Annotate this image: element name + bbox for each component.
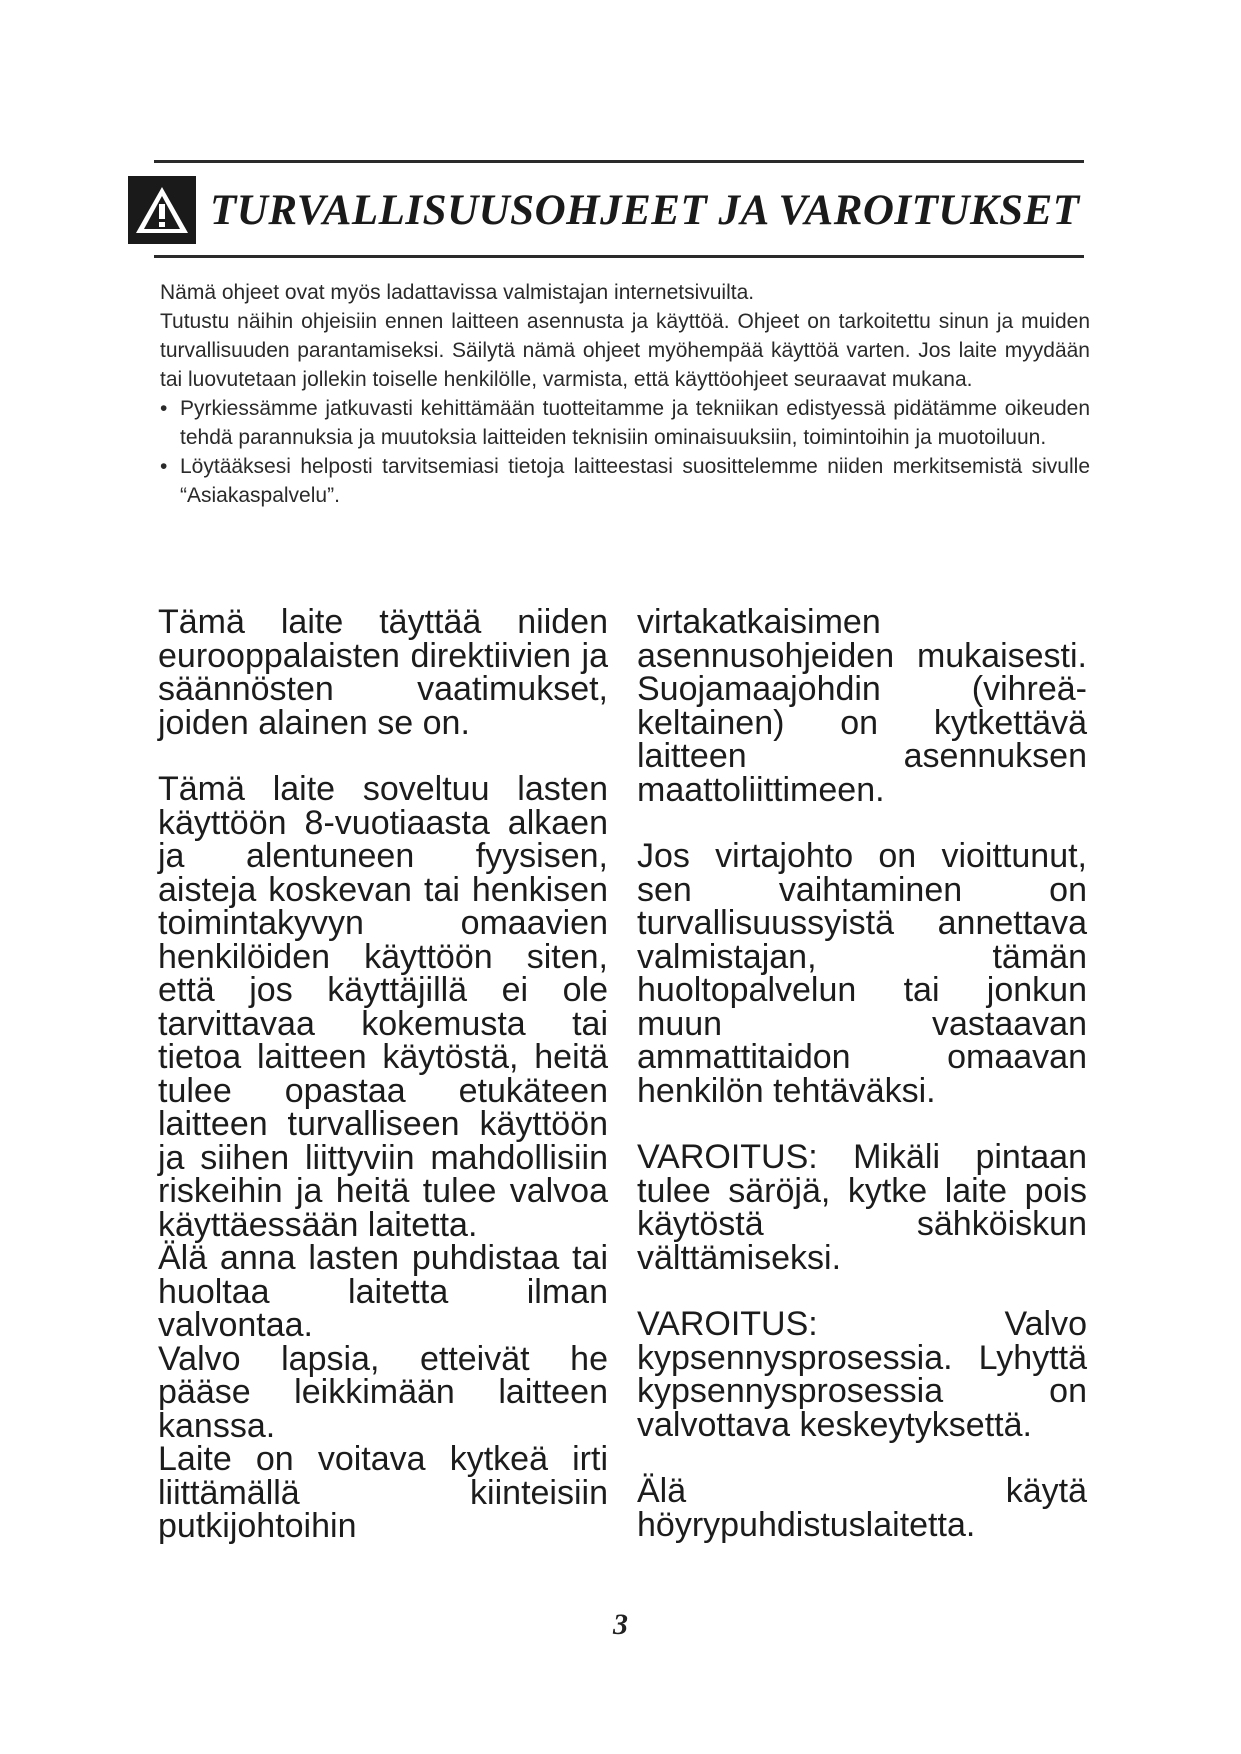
list-item: • Löytääksesi helposti tarvitsemiasi tietoja laitteestasi suosittelemme niiden merkitsemistä sivulle “Asiakaspalvelu”.	[160, 452, 1090, 510]
steam-cleaner-paragraph: Älä käytä höyrypuhdistuslaitetta.	[637, 1472, 1087, 1544]
right-column	[637, 603, 1087, 1544]
left-column	[158, 603, 608, 1545]
page-title: TURVALLISUUSOHJEET JA VAROITUKSET	[210, 186, 1080, 234]
top-rule	[154, 160, 1084, 163]
grounding-paragraph: virtakatkaisimen asennusohjeiden mukaisesti. Suojamaajohdin (vihreä-keltainen) on kytkettävä laitteen asennuksen maattoliittimeen.	[637, 603, 1087, 809]
intro-section	[160, 278, 1090, 510]
intro-bullet-list	[160, 394, 1090, 510]
children-usage-paragraph: Tämä laite soveltuu lasten käyttöön 8-vuotiaasta alkaen ja alentuneen fyysisen, aisteja koskevan tai henkisen toimintakyvyn omaavien henkilöiden käyttöön siten, että jos käyttäjillä ei ole tarvittavaa kokemusta tai tietoa laitteen käytöstä, heitä tulee opastaa etukäteen laitteen turvalliseen käyttöön ja siihen liittyviin mahdollisiin riskeihin ja heitä tulee valvoa käyttäessään laitetta.	[158, 770, 608, 1244]
disconnect-paragraph: Laite on voitava kytkeä irti liittämällä kiinteisiin putkijohtoihin	[158, 1440, 608, 1545]
power-cord-paragraph: Jos virtajohto on vioittunut, sen vaihtaminen on turvallisuussyistä annettava valmistajan, tämän huoltopalvelun tai jonkun muun vastaavan ammattitaidon omaavan henkilön tehtäväksi.	[637, 837, 1087, 1110]
intro-paragraph: Tutustu näihin ohjeisiin ennen laitteen asennusta ja käyttöä. Ohjeet on tarkoitettu sinun ja muiden turvallisuuden parantamiseksi. Säilytä nämä ohjeet myöhempää käyttöä varten. Jos laite myydään tai luovutetaan jollekin toiselle henkilölle, varmista, että käyttöohjeet seuraavat mukana.	[160, 310, 1090, 391]
crack-warning-paragraph: VAROITUS: Mikäli pintaan tulee säröjä, kytke laite pois käytöstä sähköiskun välttämiseksi.	[637, 1138, 1087, 1277]
page-number: 3	[613, 1608, 628, 1641]
bottom-rule	[154, 255, 1084, 258]
list-item: • Pyrkiessämme jatkuvasti kehittämään tuotteitamme ja tekniikan edistyessä pidätämme oikeuden tehdä parannuksia ja muutoksia laitteiden teknisiin ominaisuuksiin, toimintoihin ja muotoiluun.	[160, 394, 1090, 452]
cooking-warning-paragraph: VAROITUS: Valvo kypsennysprosessia. Lyhyttä kypsennysprosessia on valvottava keskeytyksettä.	[637, 1305, 1087, 1444]
directive-compliance-paragraph: Tämä laite täyttää niiden eurooppalaisten direktiivien ja säännösten vaatimukset, joiden alainen se on.	[158, 603, 608, 742]
section-header	[128, 175, 1080, 245]
warning-triangle-icon	[128, 176, 196, 244]
cleaning-supervision-paragraph: Älä anna lasten puhdistaa tai huoltaa laitetta ilman valvontaa.	[158, 1239, 608, 1344]
supervise-children-paragraph: Valvo lapsia, etteivät he pääse leikkimään laitteen kanssa.	[158, 1339, 608, 1445]
intro-download-note: Nämä ohjeet ovat myös ladattavissa valmistajan internetsivuilta.	[160, 281, 755, 304]
